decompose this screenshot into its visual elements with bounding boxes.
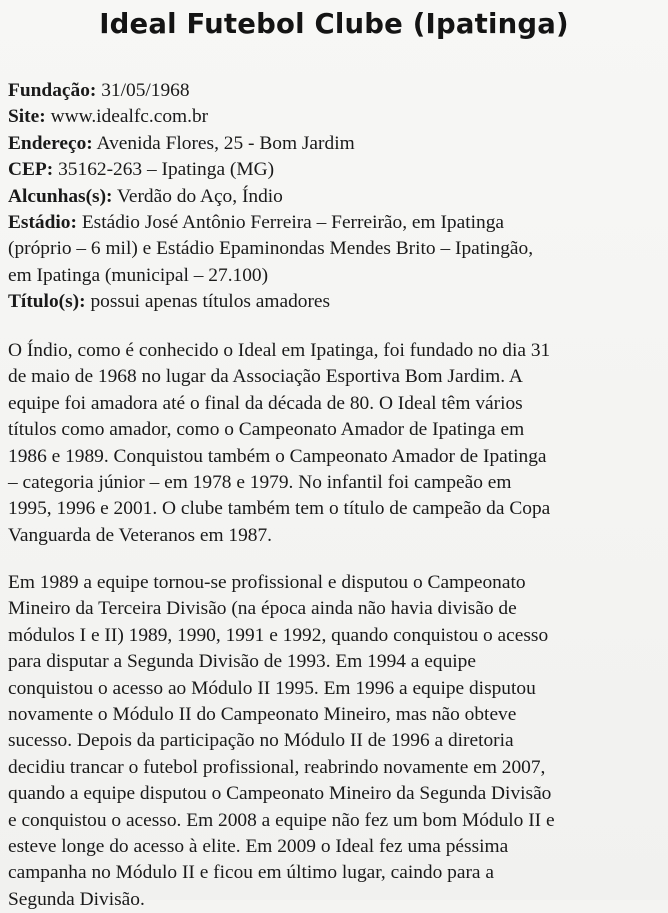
paragraph-line: 1986 e 1989. Conquistou também o Campeonato Amador de Ipatinga (8, 445, 547, 467)
cep-label: CEP: (8, 159, 54, 181)
info-estadio (8, 210, 663, 236)
paragraph-line: – categoria júnior – em 1978 e 1979. No infantil foi campeão em (8, 472, 512, 494)
estadio-value-line1: Estádio José Antônio Ferreira – Ferreirão, em Ipatinga (81, 212, 504, 234)
titulos-value: possui apenas títulos amadores (90, 291, 331, 313)
paragraph-line: quando a equipe disputou o Campeonato Mineiro da Segunda Divisão (8, 783, 552, 805)
paragraph-line: equipe foi amadora até o final da década de 80. O Ideal têm vários (8, 392, 523, 414)
paragraph-line: Vanguarda de Veteranos em 1987. (8, 524, 273, 546)
paragraph-line: campanha no Módulo II e ficou em último lugar, caindo para a (8, 862, 494, 884)
paragraph-line: conquistou o acesso ao Módulo II 1995. Em 1996 a equipe disputou (8, 677, 536, 699)
paragraph-line: de maio de 1968 no lugar da Associação Esportiva Bom Jardim. A (8, 366, 523, 388)
paragraph-line: Mineiro da Terceira Divisão (na época ainda não havia divisão de (8, 598, 517, 620)
endereco-value: Avenida Flores, 25 - Bom Jardim (96, 132, 355, 154)
paragraph-line: e conquistou o acesso. Em 2008 a equipe não fez um bom Módulo II e (8, 809, 555, 831)
info-fundacao (8, 78, 663, 104)
info-estadio-cont (8, 236, 663, 262)
paragraph-line: esteve longe do acesso à elite. Em 2009 o Ideal fez uma péssima (8, 836, 509, 858)
info-estadio-cont2 (8, 263, 663, 289)
paragraph-line: sucesso. Depois da participação no Módulo II de 1996 a diretoria (8, 730, 514, 752)
site-label: Site: (8, 106, 46, 128)
paragraph-line: decidiu trancar o futebol profissional, reabrindo novamente em 2007, (8, 756, 546, 778)
info-cep (8, 157, 663, 183)
fundacao-value: 31/05/1968 (101, 80, 190, 101)
alcunhas-value: Verdão do Aço, Índio (117, 185, 283, 207)
paragraph-line: títulos como amador, como o Campeonato Amador de Ipatinga em (8, 419, 525, 441)
paragraph-line: Segunda Divisão. (8, 888, 145, 910)
endereco-label: Endereço: (8, 132, 93, 154)
paragraph-line: para disputar a Segunda Divisão de 1993. Em 1994 a equipe (8, 651, 476, 673)
info-titulos (8, 289, 663, 315)
titulos-label: Título(s): (8, 291, 86, 313)
paragraph-line: O Índio, como é conhecido o Ideal em Ipatinga, foi fundado no dia 31 (8, 340, 551, 361)
info-site (8, 104, 663, 130)
paragraph-history-amateur (8, 338, 663, 549)
paragraph-line: Em 1989 a equipe tornou-se profissional e disputou o Campeonato (8, 572, 526, 593)
info-endereco (8, 131, 663, 157)
paragraph-line: novamente o Módulo II do Campeonato Mineiro, mas não obteve (8, 704, 517, 726)
fundacao-label: Fundação: (8, 80, 97, 101)
paragraph-line: módulos I e II) 1989, 1990, 1991 e 1992, quando conquistou o acesso (8, 624, 549, 646)
estadio-label: Estádio: (8, 212, 77, 234)
site-value: www.idealfc.com.br (50, 106, 209, 128)
paragraph-history-professional (8, 570, 663, 913)
cep-value: 35162-263 – Ipatinga (MG) (58, 159, 275, 181)
club-info (8, 78, 663, 316)
estadio-value-line3: em Ipatinga (municipal – 27.100) (8, 264, 269, 286)
page-title: Ideal Futebol Clube (Ipatinga) (99, 8, 569, 40)
alcunhas-label: Alcunhas(s): (8, 185, 113, 207)
paragraph-line: 1995, 1996 e 2001. O clube também tem o título de campeão da Copa (8, 498, 551, 520)
estadio-value-line2: (próprio – 6 mil) e Estádio Epaminondas Mendes Brito – Ipatingão, (8, 238, 534, 260)
info-alcunhas (8, 184, 663, 210)
